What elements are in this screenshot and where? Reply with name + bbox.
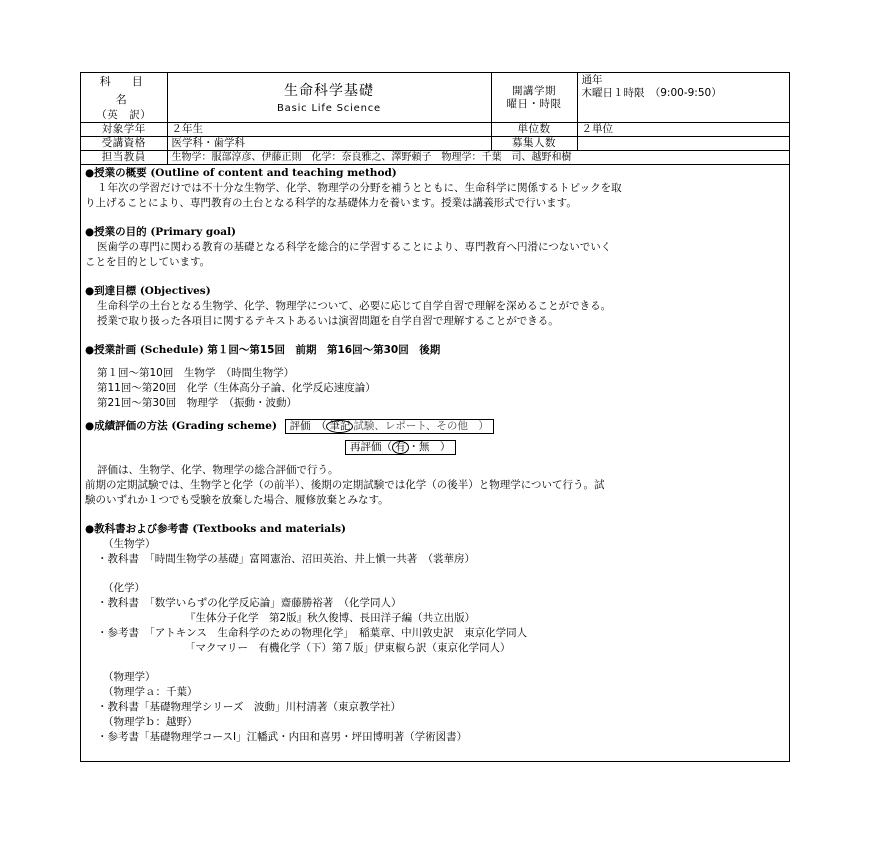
teacher-value: 生物学：服部淳彦、伊藤正則 化学：奈良雅之、澤野頼子 物理学：千葉 司、越野和樹 — [167, 151, 789, 165]
outline-heading-jp: ●授業の概要 — [85, 167, 147, 179]
outline-heading — [85, 166, 785, 181]
goal-line-1: 医歯学の専門に関わる教育の基礎となる科学を総合的に学習することにより、専門教育へ円滑につないでいく — [97, 241, 612, 253]
regrade-prefix: 再評価（ — [350, 441, 392, 453]
grading-circled-written: 筆記 — [326, 420, 353, 433]
period-label-cell — [491, 73, 577, 123]
period-label-1: 開講学期 — [512, 84, 556, 97]
goal-heading — [85, 225, 785, 240]
credits-value: ２単位 — [577, 123, 789, 137]
grading-box-prefix: 評価 （ — [289, 420, 327, 432]
schedule-item-2: 第11回～第20回 化学（生体高分子論、化学反応速度論） — [97, 382, 376, 394]
grading-line-2: 前期の定期試験では、生物学と化学（の前半）、後期の定期試験では化学（の後半）と物理学について行う。試 — [85, 479, 605, 491]
goal-heading-en: (Primary goal) — [150, 226, 237, 238]
objectives-heading-en: (Objectives) — [139, 285, 211, 297]
schedule-item-3: 第21回～第30回 物理学 （振動・波動） — [97, 397, 297, 409]
objectives-line-1: 生命科学の土台となる生物学、化学、物理学について、必要に応じて自学自習で理解を深めることができる。 — [97, 300, 612, 312]
schedule-heading-jp: ●授業計画 — [85, 344, 137, 356]
textbooks-phys-a-text: ・教科書「基礎物理学シリーズ 波動」川村清著（東京教学社） — [97, 701, 401, 713]
goal-heading-jp: ●授業の目的 — [85, 226, 147, 238]
grading-box — [285, 419, 494, 434]
schedule-item-1: 第１回～第10回 生物学 （時間生物学） — [97, 367, 295, 379]
textbooks-heading — [85, 522, 785, 537]
textbooks-phys-b-label: （物理学ｂ：越野） — [103, 716, 198, 728]
textbooks-chem-text-2: 『生体分子化学 第2版』秋久俊博、長田洋子編（共立出版） — [185, 612, 476, 624]
regrade-box — [345, 440, 456, 455]
subject-label-cell — [81, 73, 167, 123]
schedule-heading-tail: 第１回～第15回 前期 第16回～第30回 後期 — [207, 344, 441, 356]
goal-line-2: ことを目的としています。 — [85, 256, 211, 268]
teacher-label: 担当教員 — [81, 151, 167, 165]
textbooks-bio-text: ・教科書 「時間生物学の基礎」富岡憲治、沼田英治、井上愼一共著 （裳華房） — [97, 553, 475, 565]
recruit-label: 募集人数 — [491, 137, 577, 151]
textbooks-chem-label: （化学） — [103, 582, 145, 594]
period-value-1: 通年 — [581, 74, 603, 86]
syllabus-sheet — [80, 72, 790, 762]
textbooks-phys-b-text: ・参考書「基礎物理学コースⅠ」江幡武・内田和喜男・坪田博明著（学術図書） — [97, 731, 468, 743]
credits-label: 単位数 — [491, 123, 577, 137]
target-value: ２年生 — [167, 123, 491, 137]
subject-label: 科 目 名 — [99, 75, 164, 106]
schedule-heading-en: (Schedule) — [139, 344, 204, 356]
objectives-heading — [85, 284, 785, 299]
grading-heading-jp: ●成績評価の方法 — [85, 420, 168, 432]
subject-sub-label: （英 訳） — [96, 109, 152, 121]
textbooks-chem-ref-1: ・参考書 「アトキンス 生命科学のための物理化学」 稲葉章、中川敦史訳 東京化学同人 — [97, 627, 528, 639]
grading-line-1: 評価は、生物学、化学、物理学の総合評価で行う。 — [97, 464, 339, 476]
regrade-suffix: ・無 ） — [408, 441, 451, 453]
period-label-2: 曜日・時限 — [506, 97, 562, 110]
course-title-en: Basic Life Science — [276, 102, 382, 114]
period-value-2: 木曜日１時限 （9:00-9:50） — [581, 87, 722, 99]
textbooks-chem-ref-2: 「マクマリー 有機化学（下）第７版」伊東椒ら訳（東京化学同人） — [185, 642, 511, 654]
outline-line-2: り上げることにより、専門教育の土台となる科学的な基礎体力を養います。授業は講義形式で行います。 — [85, 197, 577, 209]
period-value-cell — [577, 73, 789, 123]
textbooks-heading-jp: ●教科書および参考書 — [85, 523, 189, 535]
textbooks-heading-en: (Textbooks and materials) — [192, 523, 346, 535]
syllabus-body — [81, 165, 789, 745]
textbooks-phys-label: （物理学） — [103, 671, 156, 683]
outline-line-1: １年次の学習だけでは不十分な生物学、化学、物理学の分野を補うとともに、生命科学に関係するトピックを取 — [97, 182, 622, 194]
regrade-row — [85, 440, 785, 455]
textbooks-phys-a-label: （物理学ａ：千葉） — [103, 686, 198, 698]
target-label: 対象学年 — [81, 123, 167, 137]
objectives-line-2: 授業で取り扱った各項目に関するテキストあるいは演習問題を自学自習で理解することができる。 — [97, 315, 559, 327]
textbooks-chem-text-1: ・教科書 「数学いらずの化学反応論」齋藤勝裕著 （化学同人） — [97, 597, 402, 609]
grading-box-options: 試験、レポート、その他 ） — [353, 420, 489, 432]
outline-heading-en: (Outline of content and teaching method) — [150, 167, 397, 179]
schedule-heading — [85, 343, 785, 358]
objectives-heading-jp: ●到達目標 — [85, 285, 137, 297]
recruit-value — [577, 137, 789, 151]
qualification-label: 受講資格 — [81, 137, 167, 151]
qualification-value: 医学科・歯学科 — [167, 137, 491, 151]
course-title-jp: 生命科学基礎 — [284, 82, 374, 99]
textbooks-bio-label: （生物学） — [103, 538, 156, 550]
grading-heading-en: (Grading scheme) — [171, 420, 277, 432]
course-title-cell — [167, 73, 491, 123]
regrade-circled-yes: 有 — [392, 441, 409, 454]
syllabus-header-table — [81, 73, 789, 165]
grading-line-3: 験のいずれか１つでも受験を放棄した場合、履修放棄とみなす。 — [85, 494, 389, 506]
grading-heading — [85, 419, 785, 434]
